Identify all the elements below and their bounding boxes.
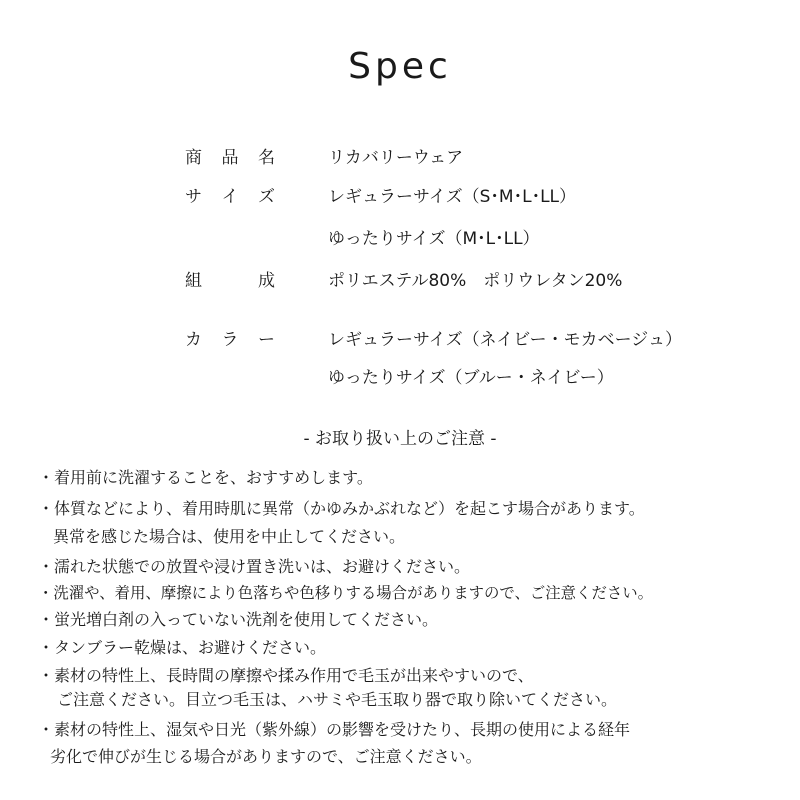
spec-row-color-relaxed xyxy=(0,363,800,393)
note-line: ・素材の特性上、湿気や日光（紫外線）の影響を受けたり、長期の使用による経年 xyxy=(38,720,631,739)
note-line: ・濡れた状態での放置や浸け置き洗いは、お避けください。 xyxy=(38,557,471,576)
note-line: ・タンブラー乾燥は、お避けください。 xyxy=(38,638,327,657)
note-line: ・着用前に洗濯することを、おすすめします。 xyxy=(38,468,373,487)
spec-label: 商 品 名 xyxy=(185,148,275,168)
note-line: ご注意ください。目立つ毛玉は、ハサミや毛玉取り器で取り除いてください。 xyxy=(57,690,618,709)
note-line: ・洗濯や、着用、摩擦により色落ちや色移りする場合がありますので、ご注意ください。 xyxy=(38,584,654,602)
spec-value: レギュラーサイズ（S･M･L･LL） xyxy=(328,187,577,207)
note-line: ・体質などにより、着用時肌に異常（かゆみかぶれなど）を起こす場合があります。 xyxy=(38,499,645,518)
spec-value: ゆったりサイズ（M･L･LL） xyxy=(328,229,540,249)
spec-row-size xyxy=(0,182,800,212)
spec-value: ゆったりサイズ（ブルー・ネイビー） xyxy=(328,368,614,388)
note-line: ・蛍光増白剤の入っていない洗剤を使用してください。 xyxy=(38,610,439,629)
spec-row-color xyxy=(0,325,800,355)
page-title: Spec xyxy=(348,46,452,87)
spec-value: レギュラーサイズ（ネイビー・モカベージュ） xyxy=(328,330,682,350)
note-line: 劣化で伸びが生じる場合がありますので、ご注意ください。 xyxy=(50,747,482,766)
spec-value: リカバリーウェア xyxy=(328,148,464,168)
notice-title: - お取り扱い上のご注意 - xyxy=(303,429,497,449)
spec-label: サ イ ズ xyxy=(185,187,275,207)
note-line: ・素材の特性上、長時間の摩擦や揉み作用で毛玉が出来やすいので、 xyxy=(38,666,534,685)
spec-row-product-name xyxy=(0,143,800,173)
spec-row-size-relaxed xyxy=(0,224,800,254)
spec-label: カ ラ ー xyxy=(185,330,275,350)
spec-row-composition xyxy=(0,266,800,296)
note-line: 異常を感じた場合は、使用を中止してください。 xyxy=(53,527,406,546)
spec-value: ポリエステル80% ポリウレタン20% xyxy=(328,271,623,291)
spec-label: 組 成 xyxy=(185,271,275,291)
